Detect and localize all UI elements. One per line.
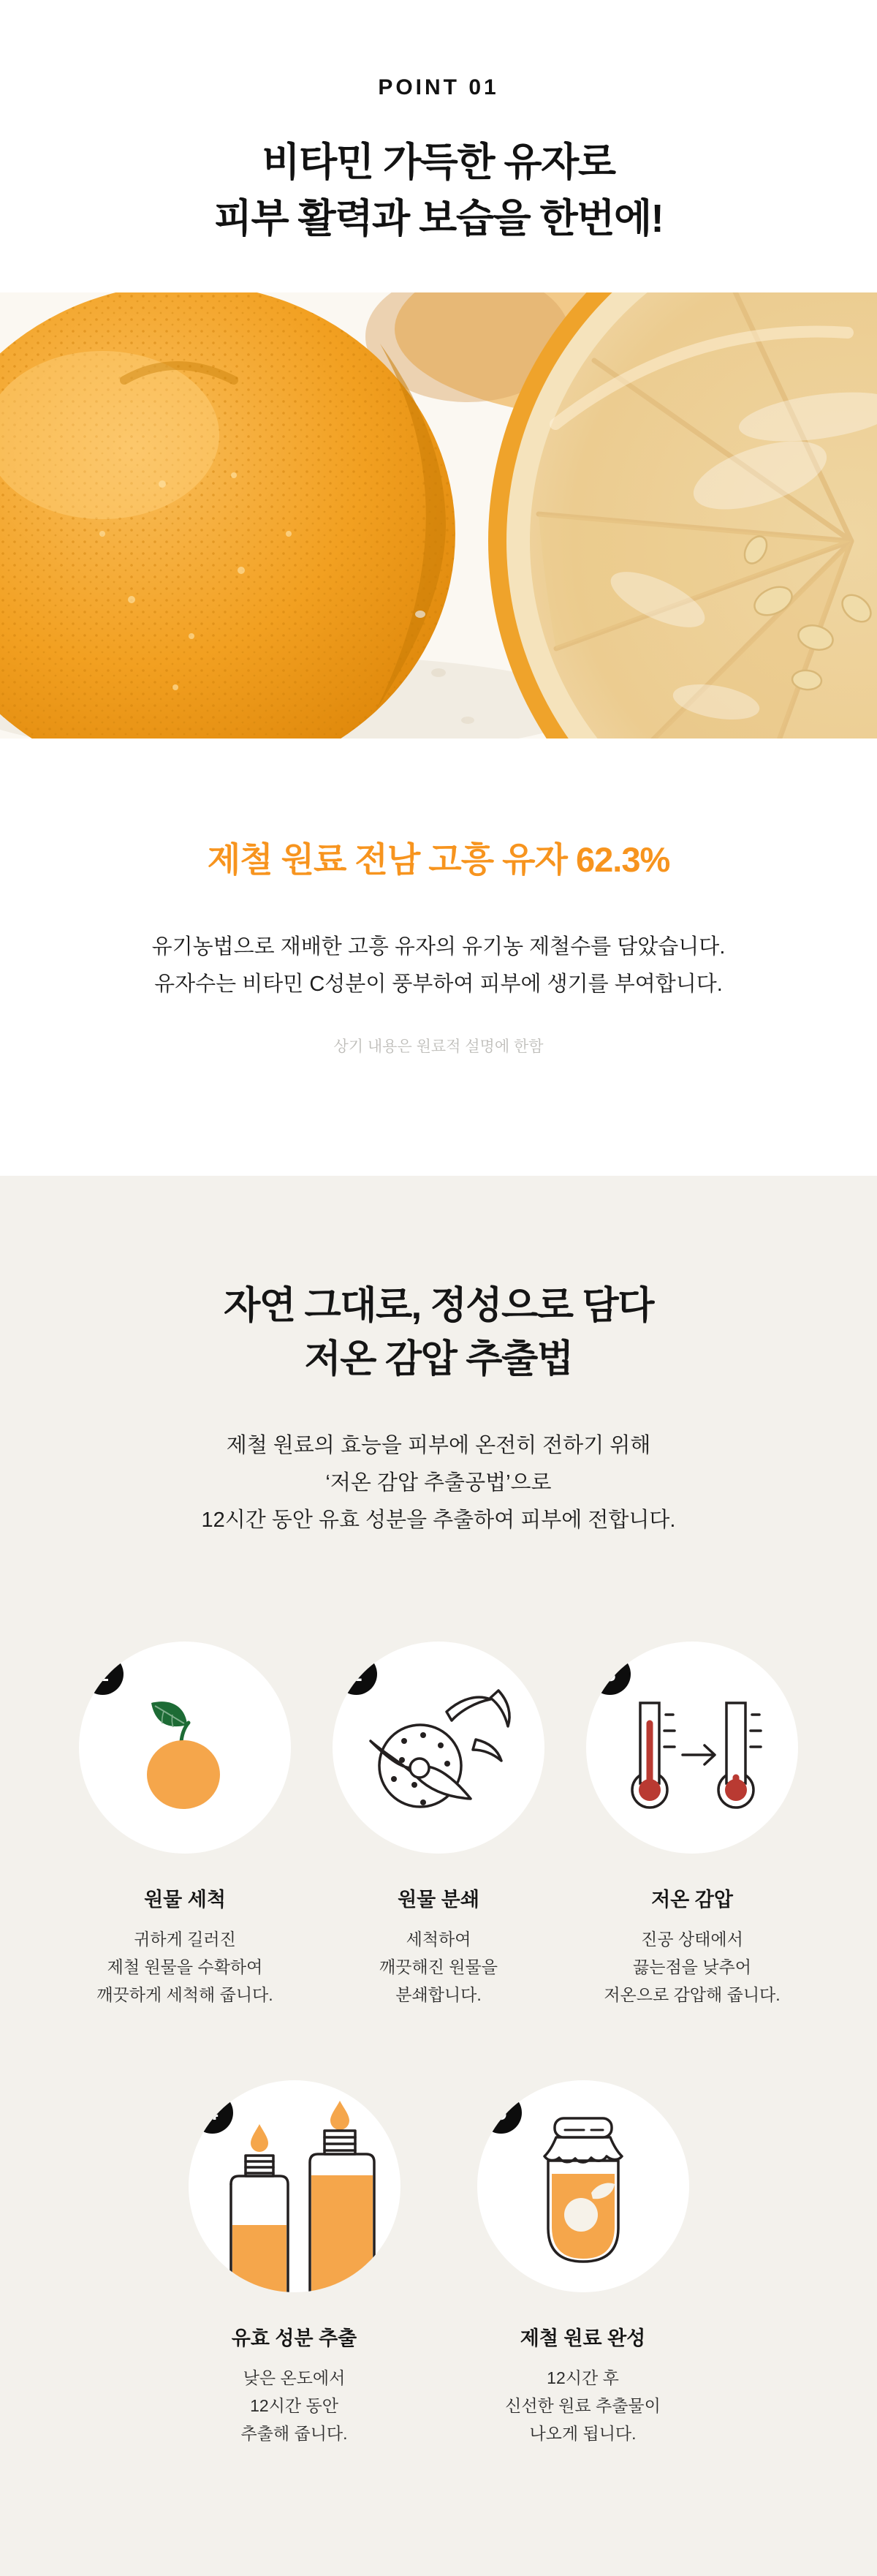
ingredient-disclaimer-note: 상기 내용은 원료적 설명에 한함: [333, 1038, 544, 1055]
step-1-desc-line-3: 깨끗하게 세척해 줍니다.: [96, 1985, 273, 2004]
step-2-number: 2: [350, 1661, 362, 1686]
process-heading-line-2: 저온 감압 추출법: [304, 1338, 573, 1380]
step-5-desc-line-2: 신선한 원료 추출물이: [505, 2396, 661, 2415]
process-step-2: [312, 1642, 566, 2009]
process-step-3: [566, 1642, 819, 2009]
process-body-line-2: ‘저온 감압 추출공법’으로: [325, 1471, 552, 1495]
step-3-title: 저온 감압: [651, 1889, 733, 1911]
step-2-title: 원물 분쇄: [398, 1889, 479, 1911]
step-4-circle: [189, 2080, 400, 2292]
process-steps-row-2: [0, 2080, 877, 2447]
step-3-desc-line-1: 진공 상태에서: [641, 1930, 743, 1949]
step-5-desc-line-1: 12시간 후: [547, 2368, 619, 2387]
step-4-desc-line-2: 12시간 동안: [250, 2396, 338, 2415]
step-2-number-badge: [335, 1653, 377, 1695]
step-5-desc-line-3: 나오게 됩니다.: [529, 2424, 637, 2443]
headline-line-2: 피부 활력과 보습을 한번에!: [213, 197, 664, 241]
step-2-description: [312, 1925, 566, 2009]
step-1-number: 1: [96, 1661, 109, 1686]
process-heading-line-1: 자연 그대로, 정성으로 담다: [224, 1285, 653, 1327]
step-3-description: [566, 1925, 819, 2009]
ingredient-title: 제철 원료 전남 고흥 유자 62.3%: [207, 840, 670, 879]
step-5-title: 제철 원료 완성: [520, 2327, 646, 2349]
point-label: POINT 01: [378, 75, 499, 99]
step-1-description: [58, 1925, 312, 2009]
step-1-title: 원물 세척: [144, 1889, 226, 1911]
step-5-description: [456, 2364, 710, 2447]
yuzu-citrus-photo: [0, 292, 877, 739]
step-5-circle: [477, 2080, 689, 2292]
ingredient-body: [0, 929, 877, 1003]
step-2-desc-line-3: 분쇄합니다.: [395, 1985, 482, 2004]
step-3-circle: [586, 1642, 798, 1854]
cut-yuzu-half: [488, 292, 877, 739]
process-body: [0, 1427, 877, 1539]
ingredient-section: [0, 839, 877, 1176]
step-5-number-badge: [480, 2092, 522, 2134]
headline: [0, 135, 877, 247]
step-2-desc-line-2: 깨끗해진 원물을: [379, 1957, 498, 1976]
process-body-line-3: 12시간 동안 유효 성분을 추출하여 피부에 전합니다.: [201, 1508, 676, 1532]
step-3-number-badge: [589, 1653, 631, 1695]
ingredient-body-line-2: 유자수는 비타민 C성분이 풍부하여 피부에 생기를 부여합니다.: [154, 972, 723, 996]
step-4-number: 4: [205, 2100, 219, 2125]
step-3-number: 3: [604, 1661, 616, 1686]
process-heading: [0, 1280, 877, 1386]
intro-section: [0, 0, 877, 247]
process-section: [0, 1176, 877, 2576]
step-5-number: 5: [494, 2100, 507, 2125]
yuzu-citrus-photo-illustration: [0, 292, 877, 739]
step-1-circle: [79, 1642, 291, 1854]
process-body-line-1: 제철 원료의 효능을 피부에 온전히 전하기 위해: [226, 1434, 651, 1457]
process-step-1: [58, 1642, 312, 2009]
step-4-description: [167, 2364, 421, 2447]
step-1-number-badge: [82, 1653, 124, 1695]
step-1-desc-line-2: 제철 원물을 수확하여: [107, 1957, 263, 1976]
step-4-title: 유효 성분 추출: [231, 2327, 357, 2349]
process-steps-row-1: [0, 1642, 877, 2009]
step-3-desc-line-3: 저온으로 감압해 줍니다.: [604, 1985, 781, 2004]
step-2-circle: [333, 1642, 544, 1854]
headline-line-1: 비타민 가득한 유자로: [262, 140, 615, 184]
process-step-5: [456, 2080, 710, 2447]
step-3-desc-line-2: 끓는점을 낮추어: [633, 1957, 751, 1976]
ingredient-body-line-1: 유기농법으로 재배한 고흥 유자의 유기농 제철수를 담았습니다.: [151, 935, 726, 959]
step-2-desc-line-1: 세척하여: [406, 1930, 471, 1949]
process-step-4: [167, 2080, 421, 2447]
step-1-desc-line-1: 귀하게 길러진: [134, 1930, 236, 1949]
step-4-number-badge: [191, 2092, 233, 2134]
step-4-desc-line-3: 추출해 줍니다.: [240, 2424, 348, 2443]
step-4-desc-line-1: 낮은 온도에서: [243, 2368, 346, 2387]
